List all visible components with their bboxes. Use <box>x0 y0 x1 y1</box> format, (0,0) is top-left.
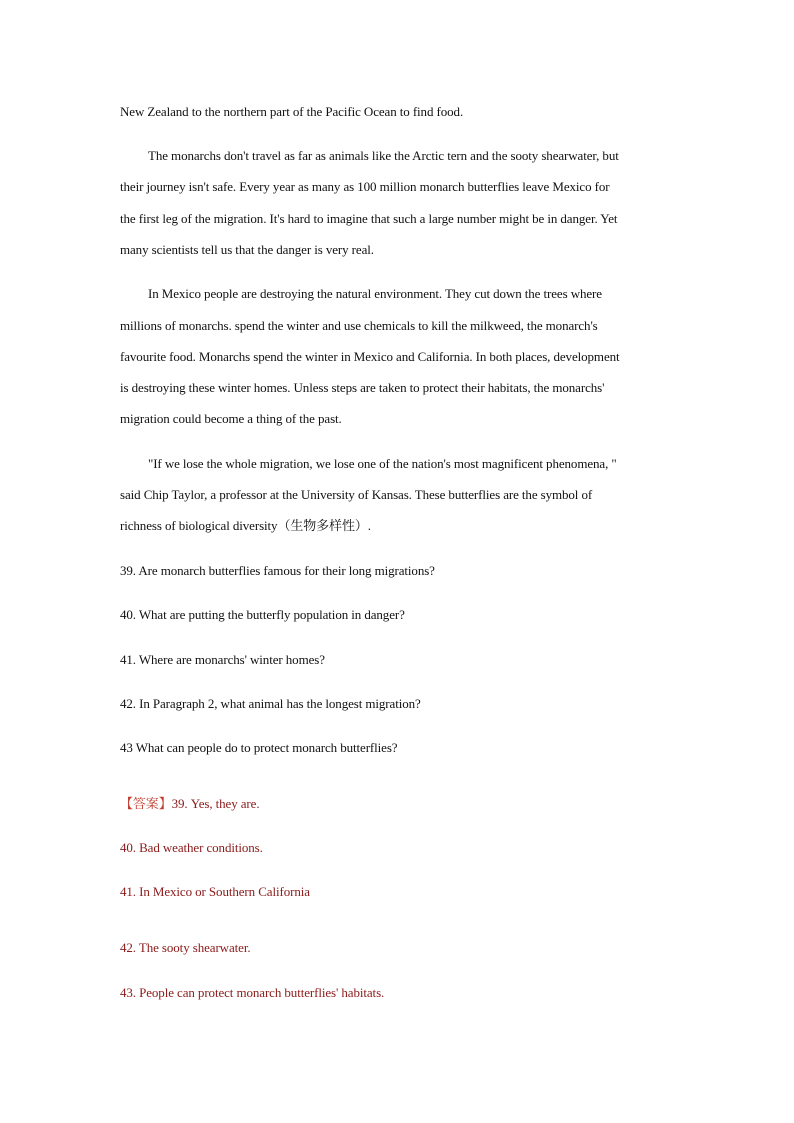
paragraph-3-line-3: favourite food. Monarchs spend the winter in Mexico and California. In both places, development <box>120 349 620 364</box>
paragraph-3-line-2: millions of monarchs. spend the winter and use chemicals to kill the milkweed, the monarch's <box>120 318 598 333</box>
answer-41: 41. In Mexico or Southern California <box>120 884 310 899</box>
passage-line: New Zealand to the northern part of the Pacific Ocean to find food. <box>120 104 464 119</box>
paragraph-2-line-1: The monarchs don't travel as far as animals like the Arctic tern and the sooty shearwater, but <box>148 148 619 163</box>
paragraph-4-line-3: richness of biological diversity（生物多样性）. <box>120 518 371 533</box>
paragraph-3-line-4: is destroying these winter homes. Unless steps are taken to protect their habitats, the monarchs' <box>120 380 605 395</box>
paragraph-2-line-3: the first leg of the migration. It's hard to imagine that such a large number might be in danger. Yet <box>120 211 618 226</box>
paragraph-2-line-2: their journey isn't safe. Every year as many as 100 million monarch butterflies leave Mexico for <box>120 179 610 194</box>
question-43: 43 What can people do to protect monarch butterflies? <box>120 740 398 755</box>
question-40: 40. What are putting the butterfly population in danger? <box>120 607 405 622</box>
answer-tag: 【答案】 <box>120 796 172 811</box>
question-39: 39. Are monarch butterflies famous for their long migrations? <box>120 563 435 578</box>
question-41: 41. Where are monarchs' winter homes? <box>120 652 325 667</box>
answer-40: 40. Bad weather conditions. <box>120 840 263 855</box>
paragraph-4-line-2: said Chip Taylor, a professor at the University of Kansas. These butterflies are the symbol of <box>120 487 593 502</box>
question-42: 42. In Paragraph 2, what animal has the longest migration? <box>120 696 421 711</box>
paragraph-4-line-1: "If we lose the whole migration, we lose one of the nation's most magnificent phenomena, " <box>148 456 617 471</box>
answer-42: 42. The sooty shearwater. <box>120 940 251 955</box>
paragraph-3-line-5: migration could become a thing of the past. <box>120 411 342 426</box>
paragraph-2-line-4: many scientists tell us that the danger is very real. <box>120 242 374 257</box>
answer-39 <box>120 796 680 812</box>
answer-39-text: 39. Yes, they are. <box>171 796 260 811</box>
answer-43: 43. People can protect monarch butterflies' habitats. <box>120 985 385 1000</box>
paragraph-3-line-1: In Mexico people are destroying the natural environment. They cut down the trees where <box>148 286 602 301</box>
